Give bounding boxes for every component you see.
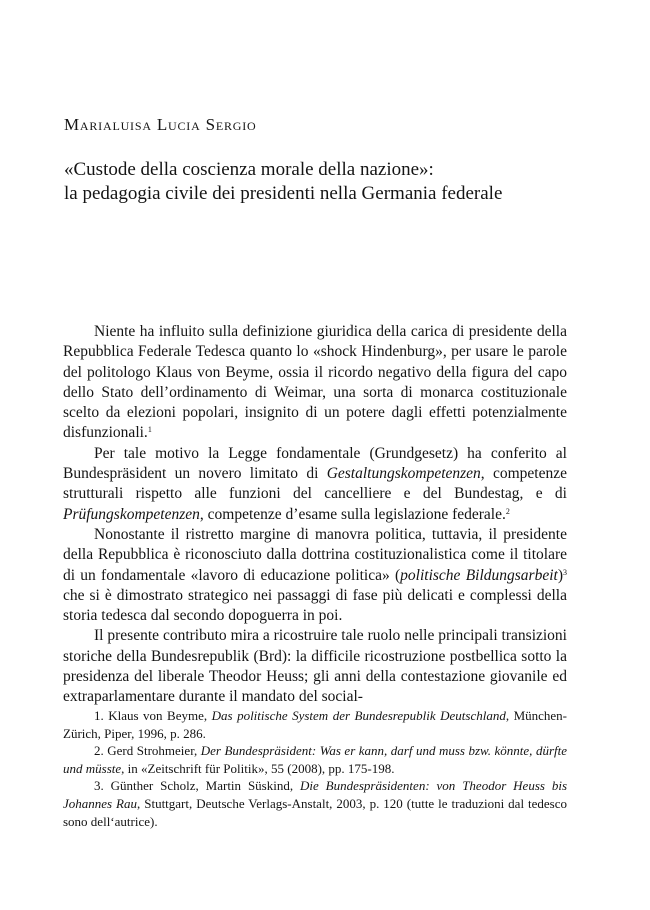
paragraph-2 <box>63 444 567 525</box>
footnote-1-text-a: 1. Klaus von Beyme, <box>94 708 212 723</box>
title-line-2: la pedagogia civile dei presidenti nella Germania federale <box>64 183 503 204</box>
footnotes <box>63 707 567 830</box>
paragraph-2-text-e: , competenze d’esame sulla legislazione federale. <box>199 505 506 523</box>
footnote-1 <box>63 707 567 742</box>
paragraph-2-text-a: Per tale motivo la Legge fondamentale (Grundgesetz) ha conferito al Bundespräsident un novero limitato di <box>63 444 567 483</box>
title-line-1: «Custode della coscienza morale della nazione»: <box>64 159 434 180</box>
footnote-2 <box>63 742 567 777</box>
footnote-2-text-a: 2. Gerd Strohmeier, <box>94 743 201 759</box>
footnote-1-text-c: , München- Zürich, Piper, 1996, p. 286. <box>63 708 567 741</box>
paragraph-2-term-gestaltung: Gestaltungskompetenzen <box>326 465 481 483</box>
footnote-ref-3: 3 <box>563 567 567 577</box>
footnote-3-text-c: , Stuttgart, Deutsche Verlags-Anstalt, 2003, p. 120 (tutte le traduzioni dal tedesco sono dell‘autrice). <box>63 795 567 829</box>
footnote-3-text-a: 3. Günther Scholz, Martin Süskind, <box>94 778 300 794</box>
paragraph-1 <box>63 322 567 444</box>
paragraph-3-text-c: ) <box>557 566 563 584</box>
paragraph-2-term-pruefung: Prüfungskompetenzen <box>63 505 200 523</box>
footnote-2-text-c: , in «Zeitschrift für Politik», 55 (2008), pp. 175-198. <box>121 760 395 776</box>
paragraph-4-text: Il presente contributo mira a ricostruire tale ruolo nelle principali transizioni storiche della Bundesrepublik (Brd): la difficile ricostruzione postbellica sotto la presidenza del liberale Theodor Heuss; gli anni della contestazione giovanile ed extraparlamentare durante il mandato del social- <box>63 627 567 706</box>
paragraph-3-text-d: che si è dimostrato strategico nei passaggi di fase più delicati e complessi della storia tedesca dal secondo dopoguerra in poi. <box>63 586 567 625</box>
paragraph-3-text-a: Nonostante il ristretto margine di manovra politica, tuttavia, il presidente della Repubblica è riconosciuto dalla dottrina costituzionalistica come il titolare di un fondamentale «lavoro di educazione politica» ( <box>63 525 567 584</box>
paragraph-3-term-bildungsarbeit: politische Bildungsarbeit <box>400 566 558 584</box>
footnote-3-title: Die Bundespräsidenten: von Theodor Heuss bis Johannes Rau <box>63 778 568 811</box>
author-name: Marialuisa Lucia Sergio <box>64 115 257 134</box>
footnote-3 <box>63 777 567 830</box>
footnote-ref-1: 1 <box>147 425 152 435</box>
paragraph-4 <box>63 626 567 707</box>
footnote-2-title: Der Bundespräsident: Was er kann, darf und muss bzw. könnte, dürfte und müsste <box>63 743 567 776</box>
body-text <box>63 322 567 708</box>
footnote-1-title: Das politische System der Bundesrepublik Deutschland <box>211 708 506 723</box>
paragraph-1-text: Niente ha influito sulla definizione giuridica della carica di presidente della Repubblica Federale Tedesca quanto lo «shock Hindenburg», per usare le parole del politologo Klaus von Beyme, ossia il ricordo negativo della figura del capo dello Stato dell’ordinamento di Weimar, una sorta di monarca costituzionale scelto da elezioni popolari, insignito di un potere dagli effetti potenzialmente disfunzionali. <box>63 323 567 442</box>
article-title <box>64 158 604 206</box>
paragraph-2-text-c: , competenze strutturali rispetto alle funzioni del cancelliere e del Bundestag, e di <box>63 465 567 503</box>
footnote-ref-2: 2 <box>505 506 510 516</box>
paragraph-3 <box>63 525 567 626</box>
